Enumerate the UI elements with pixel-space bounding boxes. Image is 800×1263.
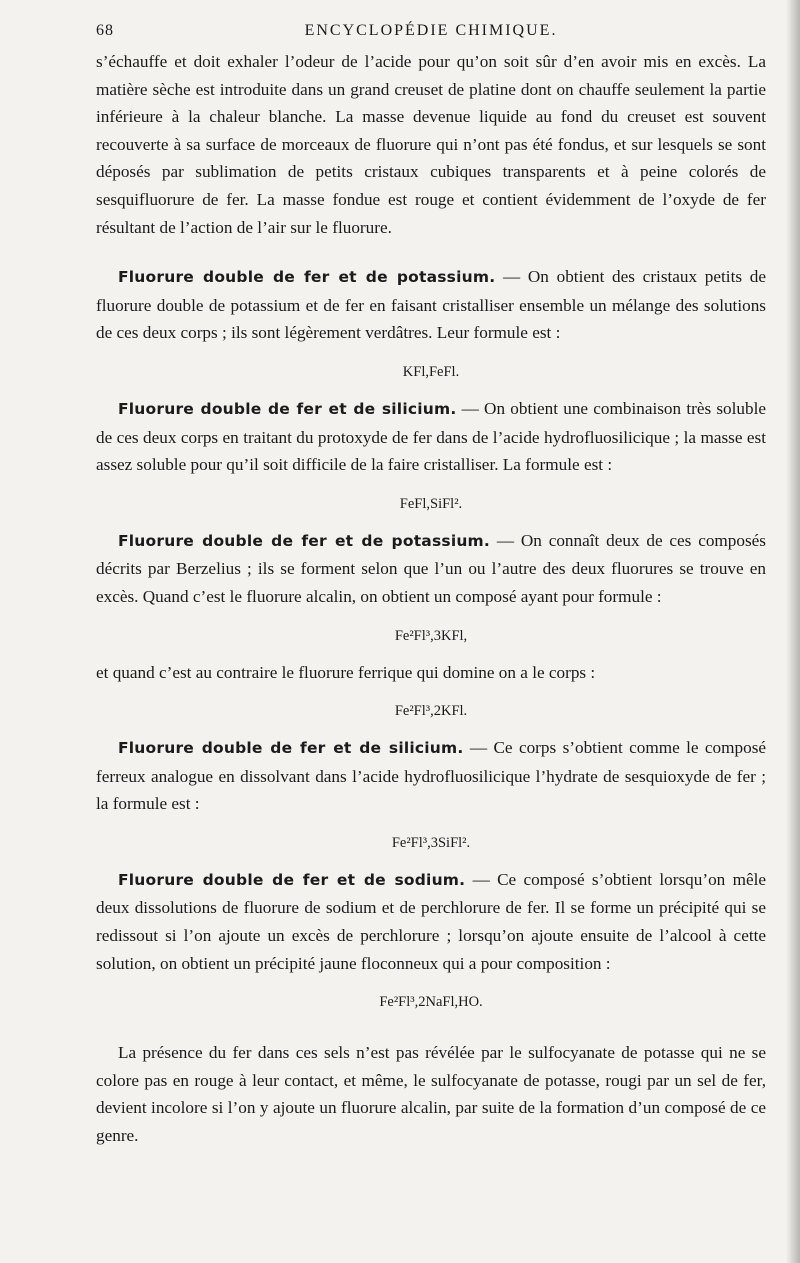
formula: FeFl,SiFl². — [399, 495, 463, 512]
entry-title: Fluorure double de fer et de sodium. — [118, 870, 466, 889]
entry-title: Fluorure double de fer et de potassium. — [118, 531, 491, 550]
entry-title: Fluorure double de fer et de silicium. — [118, 399, 457, 418]
running-title: ENCYCLOPÉDIE CHIMIQUE. — [304, 22, 558, 39]
entry-text: — Ce composé s’obtient lorsqu’on mêle deux dissolutions de fluorure de sodium et de perchlorure de fer. Il se forme un précipité qui se redissout si l’on ajoute un excès de perchlorure ; lorsqu’on ajoute ensuite de l’alcool à cette solution, on obtient un précipité jaune floconneux qui a pour composition : — [96, 869, 766, 973]
entry-text: — On obtient une combinaison très soluble de ces deux corps en traitant du protoxyde de fer dans de l’acide hydrofluosilicique ; la masse est assez soluble pour qu’il soit difficile de la faire cristalliser. La formule est : — [96, 398, 767, 475]
formula: Fe²Fl³,3KFl, — [394, 627, 468, 644]
formula: Fe²Fl³,2KFl. — [394, 703, 468, 720]
entry-title: Fluorure double de fer et de potassium. — [118, 268, 496, 287]
page-edge-shadow — [786, 0, 800, 1263]
entry-text: — On connaît deux de ces composés décrits par Berzelius ; ils se forment selon que l’un ou l’autre des deux fluorures se trouve en excès. Quand c’est le fluorure alcalin, on obtient un composé ayant pour formule : — [96, 530, 766, 606]
entry-title: Fluorure double de fer et de silicium. — [118, 739, 464, 758]
document-page — [96, 22, 766, 1150]
formula: Fe²Fl³,3SiFl². — [391, 834, 471, 851]
entry-paragraph — [96, 263, 766, 347]
formula: KFl,FeFl. — [402, 363, 460, 380]
entry-paragraph — [96, 395, 766, 479]
entry-text: — On obtient des cristaux petits de fluorure double de potassium et de fer en faisant cristalliser ensemble un mélange des solutions de ces deux corps ; ils sont légèrement verdâtres. Leur formule est : — [96, 267, 766, 343]
formula: Fe²Fl³,2NaFl,HO. — [379, 994, 483, 1011]
entry-paragraph — [96, 866, 766, 977]
page-header — [96, 22, 766, 48]
entry-text: — Ce corps s’obtient comme le composé ferreux analogue en dissolvant dans l’acide hydrofluosilicique l’hydrate de sesquioxyde de fer ; la formule est : — [96, 738, 767, 814]
entry-paragraph — [96, 734, 766, 818]
entry-continuation: et quand c’est au contraire le fluorure ferrique qui domine on a le corps : — [96, 662, 596, 682]
closing-paragraph: La présence du fer dans ces sels n’est pas révélée par le sulfocyanate de potasse qui ne se colore pas en rouge à leur contact, et même, le sulfocyanate de potasse, rougi par un sel de fer, devient incolore si l’on y ajoute un fluorure alcalin, par suite de la formation d’un composé de ce genre. — [96, 1043, 766, 1146]
entry-paragraph — [96, 527, 766, 611]
page-number: 68 — [96, 22, 114, 39]
intro-paragraph: s’échauffe et doit exhaler l’odeur de l’acide pour qu’on soit sûr d’en avoir mis en excès. La matière sèche est introduite dans un grand creuset de platine dont on chauffe seulement la partie inférieure à la chaleur blanche. La masse devenue liquide au fond du creuset est souvent recouverte à sa surface de morceaux de fluorure qui n’ont pas été fondus, et sur lesquels se sont déposés par sublimation de petits cristaux cubiques transparents et à peine colorés de sesquifluorure de fer. La masse fondue est rouge et contient évidemment de l’oxyde de fer résultant de l’action de l’air sur le fluorure. — [96, 52, 766, 237]
